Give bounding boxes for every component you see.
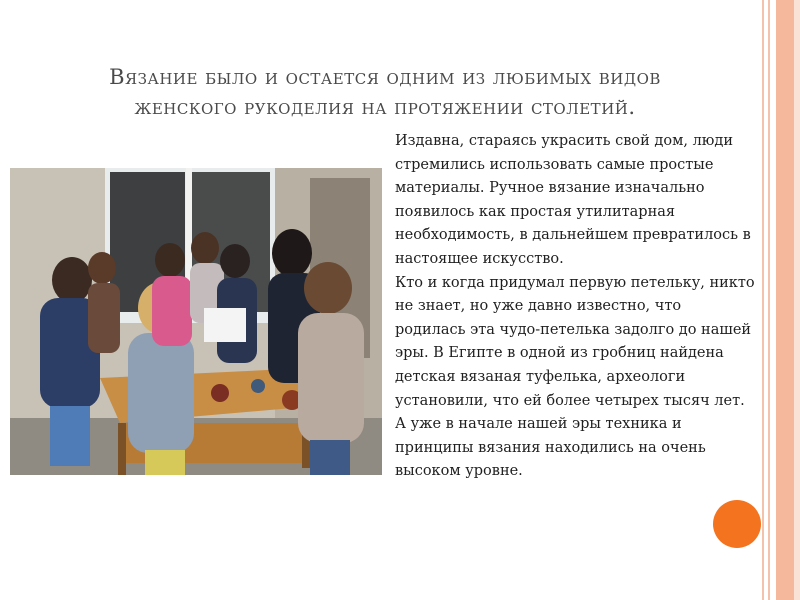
decorative-band-edge bbox=[794, 0, 800, 600]
photo-knitting-class bbox=[10, 168, 382, 475]
decorative-stripe bbox=[768, 0, 770, 600]
body-text bbox=[395, 130, 755, 484]
accent-circle bbox=[713, 500, 761, 548]
decorative-band bbox=[776, 0, 794, 600]
slide-title bbox=[40, 62, 730, 122]
slide-title-line-1: Вязание было и остается одним из любимых видов bbox=[109, 65, 661, 89]
body-paragraph-2: Кто и когда придумал первую петельку, никто не знает, но уже давно известно, что родилась эта чудо-петелька задолго до нашей эры. В Египте в одной из гробниц найдена детская вязаная туфелька, археологи установили, что ей более четырех тысяч лет. А уже в начале нашей эры техника и принципы вязания находились на очень высоком уровне. bbox=[395, 274, 755, 480]
decorative-stripe bbox=[762, 0, 764, 600]
slide-title-line-2: женского рукоделия на протяжении столетий. bbox=[134, 95, 636, 119]
body-paragraph-1: Издавна, стараясь украсить свой дом, люди стремились использовать самые простые материалы. Ручное вязание изначально появилось как простая утилитарная необходимость, в дальнейшем превратилось в настоящее искусство. bbox=[395, 133, 751, 267]
